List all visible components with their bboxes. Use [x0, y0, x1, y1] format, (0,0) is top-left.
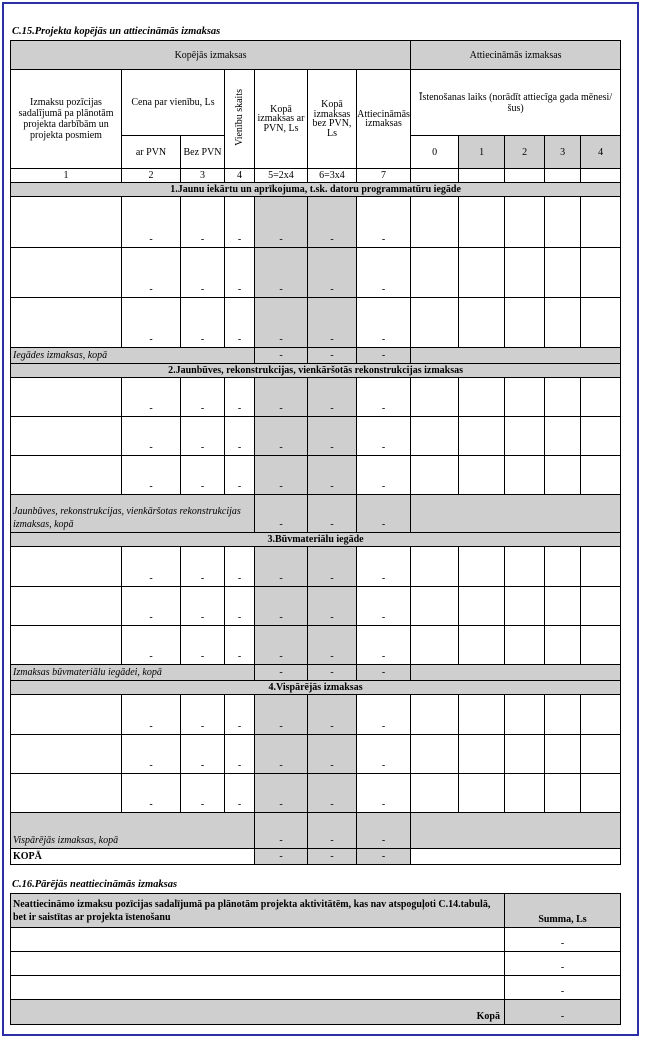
- cell-total-vat: -: [255, 248, 308, 298]
- cell-price-vat: -: [122, 298, 181, 348]
- col-number: 5=2x4: [255, 169, 308, 183]
- cell-period: [459, 626, 505, 665]
- period-col-4: 4: [581, 136, 621, 169]
- cell-total-novat: -: [308, 417, 357, 456]
- cell-period: [505, 774, 545, 813]
- col-header-positions: Izmaksu pozīcijas sadalījumā pa plānotām projekta darbībām un projekta posmiem: [11, 70, 122, 169]
- cell-position: [11, 587, 122, 626]
- section-title: 4.Vispārējās izmaksas: [11, 681, 621, 695]
- col-header-without-vat: Bez PVN: [181, 136, 225, 169]
- period-col-1: 1: [459, 136, 505, 169]
- cell-price-novat: -: [181, 197, 225, 248]
- cell-eligible: -: [357, 626, 411, 665]
- subtotal-period-empty: [411, 813, 621, 849]
- cell-period: [545, 547, 581, 587]
- cell-total-novat: -: [308, 248, 357, 298]
- total-costs-header: Kopējās izmaksas: [11, 41, 411, 70]
- cell-period: [581, 774, 621, 813]
- cell-total-novat: -: [308, 735, 357, 774]
- c16-row-sum: -: [505, 928, 621, 952]
- cell-period: [581, 626, 621, 665]
- cell-total-vat: -: [255, 774, 308, 813]
- cell-period: [545, 456, 581, 495]
- cell-price-vat: -: [122, 248, 181, 298]
- cell-period: [411, 417, 459, 456]
- grand-total-label: KOPĀ: [11, 849, 255, 865]
- cell-eligible: -: [357, 298, 411, 348]
- cell-price-novat: -: [181, 695, 225, 735]
- cell-price-vat: -: [122, 626, 181, 665]
- cell-period: [459, 774, 505, 813]
- cell-period: [581, 695, 621, 735]
- cell-price-novat: -: [181, 248, 225, 298]
- cell-total-vat: -: [255, 298, 308, 348]
- cell-unit-count: -: [225, 298, 255, 348]
- cell-period: [545, 587, 581, 626]
- cell-price-vat: -: [122, 378, 181, 417]
- table-row: [11, 298, 621, 348]
- col-header-unit-count: [225, 70, 255, 169]
- cell-eligible: -: [357, 378, 411, 417]
- subtotal-total-vat: -: [255, 495, 308, 533]
- c16-row-sum: -: [505, 952, 621, 976]
- col-number-empty: [411, 169, 459, 183]
- cell-position: [11, 248, 122, 298]
- cell-period: [411, 248, 459, 298]
- cell-position: [11, 695, 122, 735]
- subtotal-total-vat: -: [255, 813, 308, 849]
- cell-total-vat: -: [255, 626, 308, 665]
- cell-period: [545, 197, 581, 248]
- cell-eligible: -: [357, 735, 411, 774]
- cell-period: [545, 417, 581, 456]
- col-number: 3: [181, 169, 225, 183]
- period-col-2: 2: [505, 136, 545, 169]
- cell-period: [411, 298, 459, 348]
- cell-period: [581, 735, 621, 774]
- cell-total-vat: -: [255, 735, 308, 774]
- table-row: [11, 626, 621, 665]
- cell-price-novat: -: [181, 626, 225, 665]
- section-title: 3.Būvmateriālu iegāde: [11, 533, 621, 547]
- col-number-empty: [459, 169, 505, 183]
- grand-total-vat: -: [255, 849, 308, 865]
- table-row: [11, 456, 621, 495]
- cell-position: [11, 197, 122, 248]
- subtotal-period-empty: [411, 495, 621, 533]
- col-header-eligible: Attiecināmās izmaksas: [357, 70, 411, 169]
- cell-position: [11, 456, 122, 495]
- cell-unit-count: -: [225, 735, 255, 774]
- eligible-costs-header: Attiecināmās izmaksas: [411, 41, 621, 70]
- table-row: [11, 197, 621, 248]
- section-subtotal-label: Jaunbūves, rekonstrukcijas, vienkāršotas rekonstrukcijas izmaksas, kopā: [11, 495, 255, 533]
- c16-title: C.16.Pārējās neattiecināmās izmaksas: [12, 879, 178, 890]
- cell-period: [459, 735, 505, 774]
- subtotal-total-novat: -: [308, 665, 357, 681]
- cell-period: [505, 378, 545, 417]
- cell-position: [11, 298, 122, 348]
- cell-position: [11, 417, 122, 456]
- col-number-empty: [545, 169, 581, 183]
- cell-unit-count: -: [225, 626, 255, 665]
- cell-eligible: -: [357, 417, 411, 456]
- subtotal-total-novat: -: [308, 495, 357, 533]
- cell-eligible: -: [357, 248, 411, 298]
- cell-period: [505, 248, 545, 298]
- cell-period: [581, 197, 621, 248]
- cell-price-novat: -: [181, 735, 225, 774]
- cell-eligible: -: [357, 695, 411, 735]
- subtotal-eligible: -: [357, 813, 411, 849]
- cell-period: [545, 248, 581, 298]
- c16-table: [10, 893, 621, 1025]
- cell-unit-count: -: [225, 695, 255, 735]
- col-number: 2: [122, 169, 181, 183]
- cell-total-novat: -: [308, 774, 357, 813]
- cell-total-vat: -: [255, 378, 308, 417]
- cell-period: [411, 735, 459, 774]
- c16-header-desc: Neattiecināmo izmaksu pozīcijas sadalījumā pa plānotām projekta aktivitātēm, kas nav atspoguļoti C.14.tabulā, bet ir saistītas ar projekta īstenošanu: [11, 894, 505, 928]
- cell-price-vat: -: [122, 587, 181, 626]
- subtotal-period-empty: [411, 348, 621, 364]
- cell-unit-count: -: [225, 197, 255, 248]
- cell-unit-count: -: [225, 417, 255, 456]
- period-col-3: 3: [545, 136, 581, 169]
- cell-price-vat: -: [122, 774, 181, 813]
- cell-period: [545, 735, 581, 774]
- cell-total-novat: -: [308, 587, 357, 626]
- cell-price-novat: -: [181, 547, 225, 587]
- col-header-unit-price: Cena par vienību, Ls: [122, 70, 225, 136]
- col-number: 4: [225, 169, 255, 183]
- cell-period: [581, 298, 621, 348]
- cell-period: [545, 298, 581, 348]
- cell-unit-count: -: [225, 547, 255, 587]
- cell-period: [505, 626, 545, 665]
- cell-period: [411, 456, 459, 495]
- cell-position: [11, 626, 122, 665]
- cell-period: [411, 626, 459, 665]
- cell-period: [505, 197, 545, 248]
- cell-period: [505, 587, 545, 626]
- cell-total-novat: -: [308, 298, 357, 348]
- cell-total-vat: -: [255, 587, 308, 626]
- cell-period: [505, 298, 545, 348]
- cell-price-vat: -: [122, 456, 181, 495]
- cell-period: [545, 626, 581, 665]
- col-number: 1: [11, 169, 122, 183]
- cell-price-novat: -: [181, 774, 225, 813]
- cell-period: [581, 547, 621, 587]
- cell-total-vat: -: [255, 197, 308, 248]
- cell-period: [505, 735, 545, 774]
- cell-period: [459, 587, 505, 626]
- table-row: [11, 587, 621, 626]
- cell-period: [505, 547, 545, 587]
- subtotal-period-empty: [411, 665, 621, 681]
- cell-unit-count: -: [225, 378, 255, 417]
- cell-period: [581, 417, 621, 456]
- subtotal-total-novat: -: [308, 813, 357, 849]
- cell-period: [411, 695, 459, 735]
- section-subtotal-label: Iegādes izmaksas, kopā: [11, 348, 255, 364]
- table-row: [11, 417, 621, 456]
- cell-price-novat: -: [181, 417, 225, 456]
- cell-period: [545, 378, 581, 417]
- cell-period: [459, 456, 505, 495]
- cell-period: [459, 378, 505, 417]
- cell-period: [459, 695, 505, 735]
- cell-price-novat: -: [181, 378, 225, 417]
- cell-total-novat: -: [308, 547, 357, 587]
- c16-header-sum: Summa, Ls: [505, 894, 621, 928]
- section-subtotal-label: Izmaksas būvmateriālu iegādei, kopā: [11, 665, 255, 681]
- subtotal-eligible: -: [357, 348, 411, 364]
- cell-period: [545, 695, 581, 735]
- c16-total-sum: -: [505, 1000, 621, 1025]
- col-header-period: Īstenošanas laiks (norādīt attiecīga gada mēnesi/šus): [411, 70, 621, 136]
- cell-period: [459, 547, 505, 587]
- cell-position: [11, 774, 122, 813]
- col-header-total-novat: Kopā izmaksas bez PVN, Ls: [308, 70, 357, 169]
- cell-period: [459, 197, 505, 248]
- cell-period: [411, 378, 459, 417]
- cell-price-novat: -: [181, 456, 225, 495]
- table-row: [11, 248, 621, 298]
- cell-period: [581, 378, 621, 417]
- cell-total-novat: -: [308, 456, 357, 495]
- period-col-0: 0: [411, 136, 459, 169]
- cell-price-vat: -: [122, 417, 181, 456]
- cell-total-vat: -: [255, 695, 308, 735]
- cell-period: [459, 417, 505, 456]
- table-row: [11, 774, 621, 813]
- cell-period: [581, 456, 621, 495]
- cell-price-novat: -: [181, 587, 225, 626]
- cell-total-vat: -: [255, 417, 308, 456]
- cell-price-vat: -: [122, 197, 181, 248]
- cell-period: [505, 456, 545, 495]
- cell-eligible: -: [357, 547, 411, 587]
- grand-total-novat: -: [308, 849, 357, 865]
- section-title: 1.Jaunu iekārtu un aprīkojuma, t.sk. datoru programmatūru iegāde: [11, 183, 621, 197]
- col-number: 7: [357, 169, 411, 183]
- c16-total-label: Kopā: [11, 1000, 505, 1025]
- cell-period: [411, 587, 459, 626]
- cell-price-vat: -: [122, 735, 181, 774]
- cell-total-vat: -: [255, 456, 308, 495]
- cell-eligible: -: [357, 197, 411, 248]
- cell-total-novat: -: [308, 626, 357, 665]
- cell-period: [545, 774, 581, 813]
- cell-total-novat: -: [308, 695, 357, 735]
- grand-total-eligible: -: [357, 849, 411, 865]
- col-header-with-vat: ar PVN: [122, 136, 181, 169]
- cell-period: [581, 248, 621, 298]
- cell-price-vat: -: [122, 547, 181, 587]
- table-row: [11, 378, 621, 417]
- subtotal-eligible: -: [357, 495, 411, 533]
- cell-unit-count: -: [225, 248, 255, 298]
- unit-count-label: Vienību skaits: [234, 89, 245, 146]
- sections-body: [11, 183, 621, 849]
- cell-period: [411, 774, 459, 813]
- cell-eligible: -: [357, 587, 411, 626]
- col-number: 6=3x4: [308, 169, 357, 183]
- cell-period: [411, 547, 459, 587]
- subtotal-total-novat: -: [308, 348, 357, 364]
- cell-period: [459, 298, 505, 348]
- cell-position: [11, 547, 122, 587]
- subtotal-total-vat: -: [255, 348, 308, 364]
- subtotal-eligible: -: [357, 665, 411, 681]
- section-title: 2.Jaunbūves, rekonstrukcijas, vienkāršotās rekonstrukcijas izmaksas: [11, 364, 621, 378]
- table-row: [11, 735, 621, 774]
- cell-period: [505, 417, 545, 456]
- c16-row-desc: [11, 952, 505, 976]
- col-number-empty: [505, 169, 545, 183]
- c16-row-desc: [11, 976, 505, 1000]
- table-row: [11, 547, 621, 587]
- c15-title: C.15.Projekta kopējās un attiecināmās izmaksas: [12, 26, 221, 37]
- cell-total-novat: -: [308, 197, 357, 248]
- grand-total-empty: [411, 849, 621, 865]
- cell-position: [11, 378, 122, 417]
- cell-position: [11, 735, 122, 774]
- cell-total-vat: -: [255, 547, 308, 587]
- section-subtotal-label: Vispārējās izmaksas, kopā: [11, 813, 255, 849]
- cell-period: [581, 587, 621, 626]
- col-number-empty: [581, 169, 621, 183]
- c16-row-desc: [11, 928, 505, 952]
- cell-period: [411, 197, 459, 248]
- cell-unit-count: -: [225, 774, 255, 813]
- cell-total-novat: -: [308, 378, 357, 417]
- cell-period: [459, 248, 505, 298]
- cell-period: [505, 695, 545, 735]
- cell-eligible: -: [357, 456, 411, 495]
- cell-unit-count: -: [225, 587, 255, 626]
- cell-eligible: -: [357, 774, 411, 813]
- col-header-total-vat: Kopā izmaksas ar PVN, Ls: [255, 70, 308, 169]
- table-row: [11, 695, 621, 735]
- cell-price-vat: -: [122, 695, 181, 735]
- cell-price-novat: -: [181, 298, 225, 348]
- c16-row-sum: -: [505, 976, 621, 1000]
- cell-unit-count: -: [225, 456, 255, 495]
- c15-table: [10, 40, 621, 865]
- subtotal-total-vat: -: [255, 665, 308, 681]
